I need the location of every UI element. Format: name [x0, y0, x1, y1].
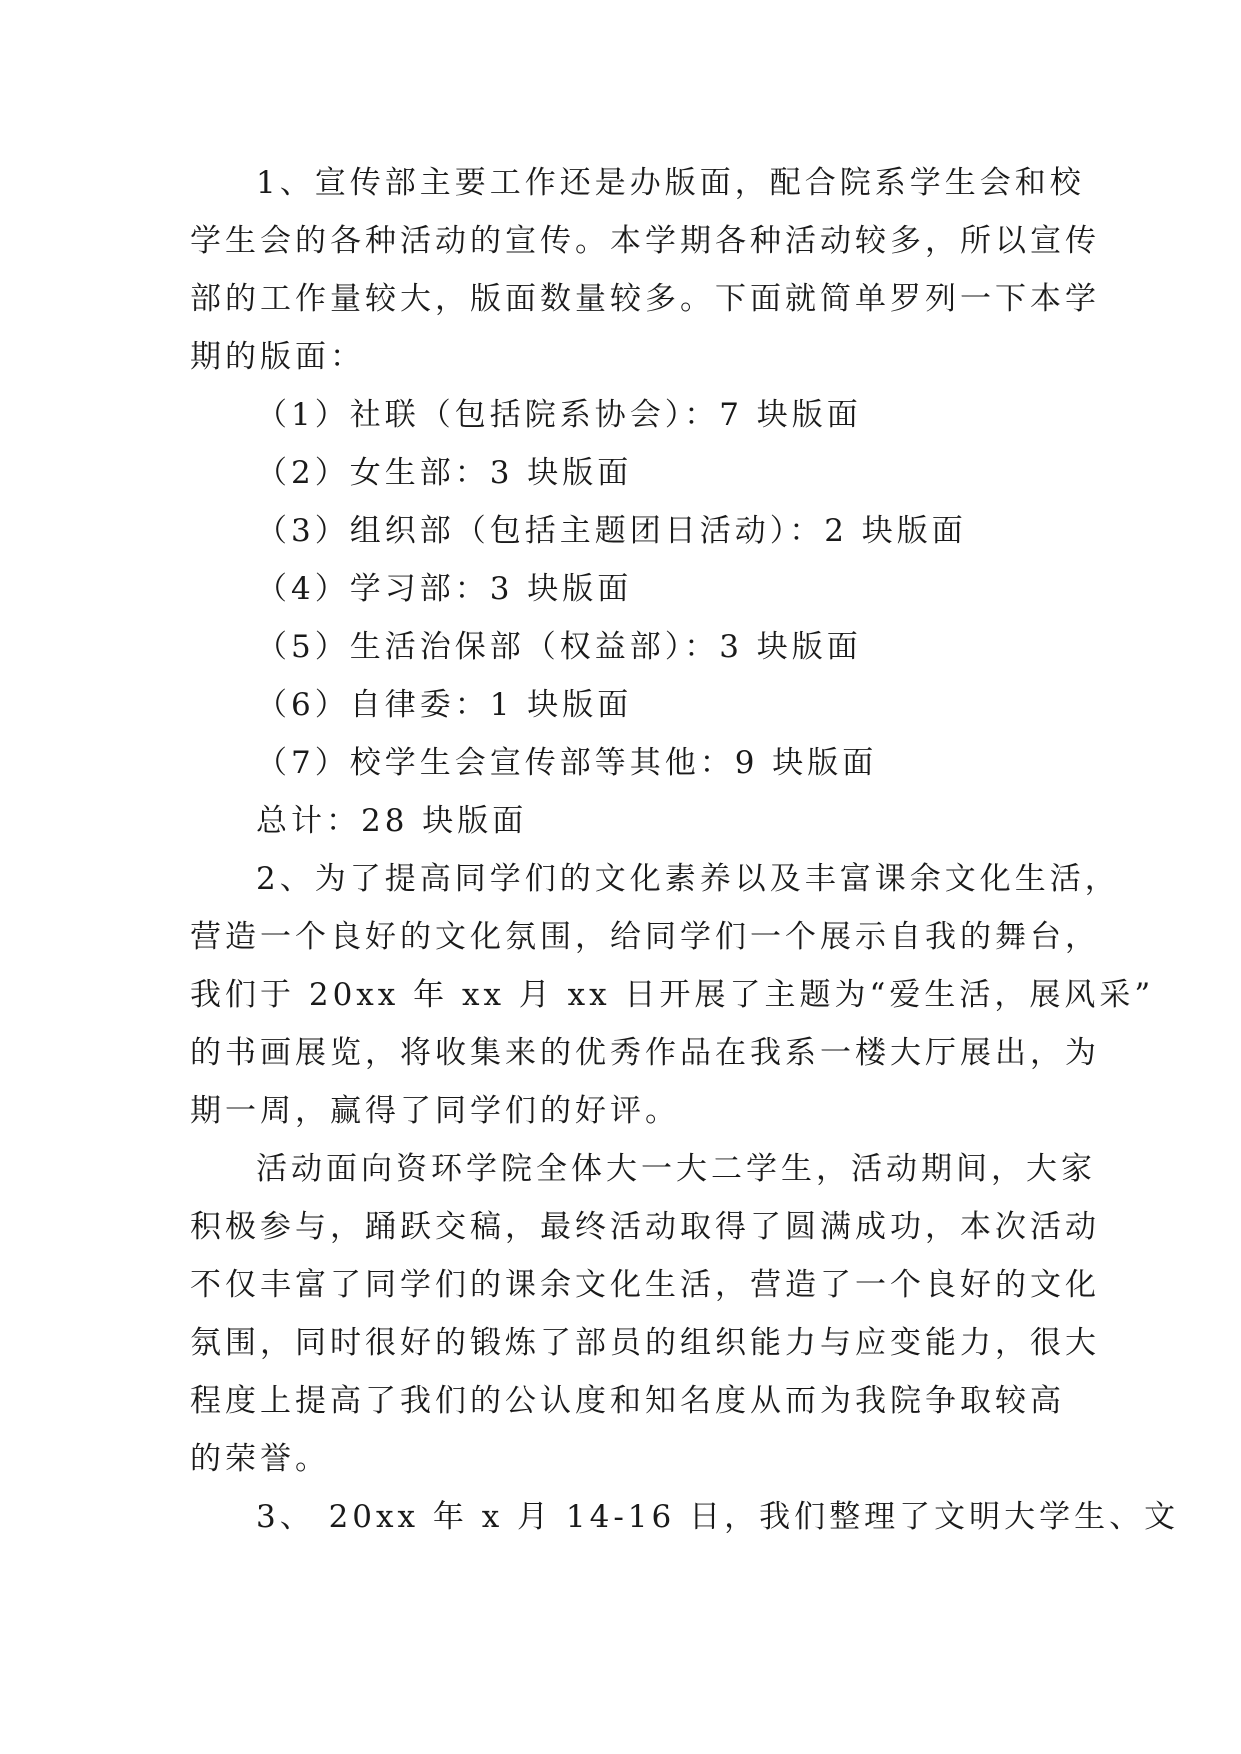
paragraph-line: 不仅丰富了同学们的课余文化生活，营造了一个良好的文化 — [190, 1267, 1100, 1303]
paragraph-line: 1、宣传部主要工作还是办版面，配合院系学生会和校 — [256, 165, 1085, 201]
list-item: （6）自律委：1 块版面 — [256, 687, 633, 723]
total-line: 总计：28 块版面 — [256, 803, 528, 839]
paragraph-section-2b — [190, 1140, 1100, 1488]
paragraph-line: 期的版面： — [190, 339, 365, 375]
paragraph-line: 我们于 20xx 年 xx 月 xx 日开展了主题为“爱生活，展风采” — [190, 977, 1155, 1013]
document-page — [190, 154, 1180, 1546]
paragraph-line: 的书画展览，将收集来的优秀作品在我系一楼大厅展出，为 — [190, 1035, 1100, 1071]
paragraph-line: 学生会的各种活动的宣传。本学期各种活动较多，所以宣传 — [190, 223, 1100, 259]
paragraph-section-3 — [190, 1488, 1180, 1546]
list-item: （1）社联（包括院系协会）：7 块版面 — [256, 397, 862, 433]
paragraph-line: 营造一个良好的文化氛围，给同学们一个展示自我的舞台， — [190, 919, 1100, 955]
list-item: （2）女生部：3 块版面 — [256, 455, 633, 491]
paragraph-line: 部的工作量较大，版面数量较多。下面就简单罗列一下本学 — [190, 281, 1100, 317]
list-item: （5）生活治保部（权益部）：3 块版面 — [256, 629, 862, 665]
paragraph-line: 氛围，同时很好的锻炼了部员的组织能力与应变能力，很大 — [190, 1325, 1100, 1361]
paragraph-line: 程度上提高了我们的公认度和知名度从而为我院争取较高 — [190, 1383, 1065, 1419]
paragraph-line: 活动面向资环学院全体大一大二学生，活动期间，大家 — [256, 1151, 1096, 1187]
paragraph-line: 积极参与，踊跃交稿，最终活动取得了圆满成功，本次活动 — [190, 1209, 1100, 1245]
paragraph-line: 的荣誉。 — [190, 1441, 330, 1477]
paragraph-section-1 — [190, 154, 1100, 386]
paragraph-line: 2、为了提高同学们的文化素养以及丰富课余文化生活， — [256, 861, 1120, 897]
paragraph-line: 3、 20xx 年 x 月 14-16 日，我们整理了文明大学生、文 — [256, 1499, 1180, 1535]
list-item: （3）组织部（包括主题团日活动）：2 块版面 — [256, 513, 967, 549]
list-item: （7）校学生会宣传部等其他：9 块版面 — [256, 745, 878, 781]
list-item: （4）学习部：3 块版面 — [256, 571, 633, 607]
paragraph-section-2 — [190, 850, 1155, 1140]
paragraph-line: 期一周，赢得了同学们的好评。 — [190, 1093, 680, 1129]
board-count-list — [190, 386, 1054, 850]
